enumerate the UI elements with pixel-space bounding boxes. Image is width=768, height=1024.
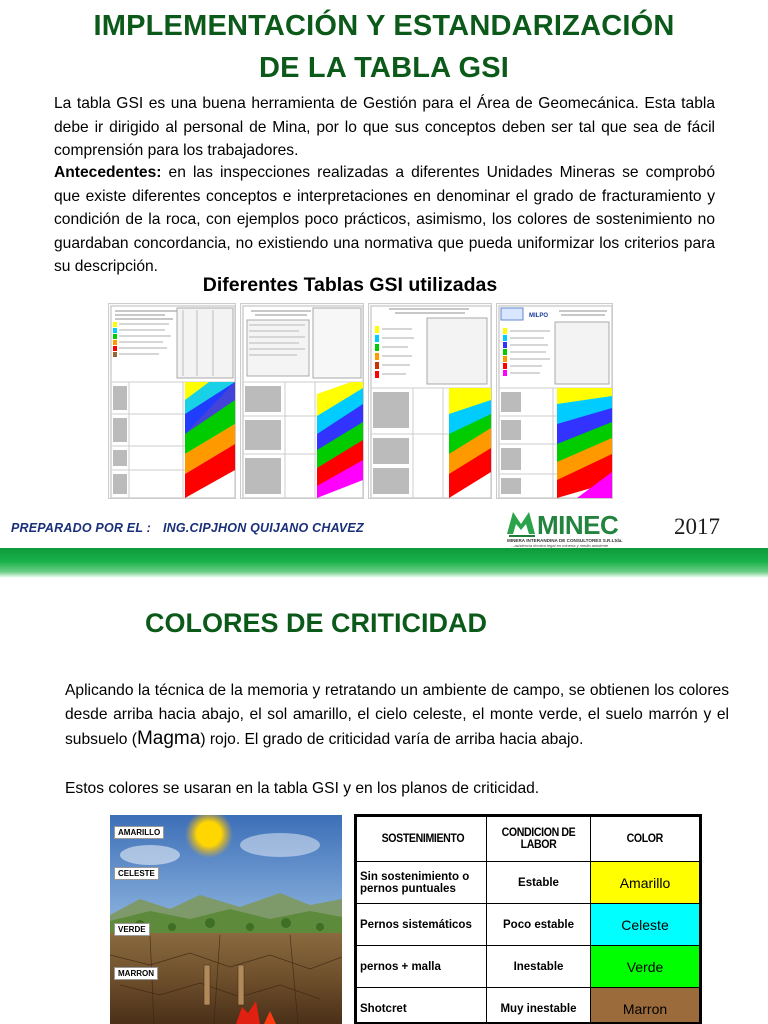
cell-support: Pernos sistemáticos bbox=[357, 904, 487, 946]
criticality-colors-title: COLORES DE CRITICIDAD bbox=[144, 608, 487, 638]
memory-technique-paragraph bbox=[65, 679, 729, 752]
logo-subtext: MINERA INTERANDINA DE CONSULTORES S.R.Ltda. bbox=[507, 538, 623, 543]
landscape-illustration bbox=[110, 815, 342, 1024]
label-celeste: CELESTE bbox=[114, 867, 159, 880]
minec-logo bbox=[505, 506, 645, 548]
cell-condition: Muy inestable bbox=[487, 988, 591, 1024]
table-header-row bbox=[357, 817, 700, 862]
gsi-thumbnail-1 bbox=[108, 303, 236, 499]
header-sostenimiento: SOSTENIMIENTO bbox=[357, 817, 487, 862]
gsi-thumbnail-2 bbox=[240, 303, 364, 499]
logo-tagline: ...asistencia técnica legal en minería y medio ambiente bbox=[511, 543, 609, 548]
header-condicion: CONDICION DE LABOR bbox=[487, 817, 591, 862]
gsi-table-thumbnails bbox=[108, 303, 613, 499]
antecedentes-paragraph bbox=[54, 161, 715, 279]
gsi-tables-subtitle: Diferentes Tablas GSI utilizadas bbox=[202, 274, 498, 296]
cell-support: Shotcret bbox=[357, 988, 487, 1024]
intro-paragraph: La tabla GSI es una buena herramienta de Gestión para el Área de Geomecánica. Esta tabla debe ir dirigido al personal de Mina, por lo que sus conceptos deben ser tal que sea de fácil comprensión para los trabajadores. bbox=[54, 95, 715, 159]
cell-condition: Poco estable bbox=[487, 904, 591, 946]
prepared-label: PREPARADO POR EL : bbox=[11, 521, 151, 535]
cell-condition: Estable bbox=[487, 862, 591, 904]
cell-support: Sin sostenimiento o pernos puntuales bbox=[357, 862, 487, 904]
cell-color-swatch: Marron bbox=[591, 988, 700, 1024]
gsi-thumbnail-3 bbox=[368, 303, 492, 499]
cell-color-swatch: Celeste bbox=[591, 904, 700, 946]
table-row bbox=[357, 988, 700, 1024]
label-verde: VERDE bbox=[114, 923, 150, 936]
cell-color-swatch: Amarillo bbox=[591, 862, 700, 904]
prepared-name: ING.CIPJHON QUIJANO CHAVEZ bbox=[162, 521, 364, 535]
year: 2017 bbox=[674, 514, 720, 539]
table-row bbox=[357, 946, 700, 988]
cell-color-swatch: Verde bbox=[591, 946, 700, 988]
logo-wordmark: MINEC bbox=[537, 510, 619, 540]
slide-title-line1: IMPLEMENTACIÓN Y ESTANDARIZACIÓN bbox=[93, 10, 675, 42]
cell-support: pernos + malla bbox=[357, 946, 487, 988]
prepared-by bbox=[11, 521, 364, 535]
gsi-thumbnail-4 bbox=[496, 303, 613, 499]
antecedentes-label: Antecedentes: bbox=[54, 164, 162, 181]
usage-paragraph: Estos colores se usaran en la tabla GSI y en los planos de criticidad. bbox=[65, 780, 540, 797]
label-amarillo: AMARILLO bbox=[114, 826, 164, 839]
support-color-table bbox=[354, 814, 702, 1024]
table-row bbox=[357, 904, 700, 946]
slide-title-line2: DE LA TABLA GSI bbox=[258, 52, 510, 84]
slide-divider-bar bbox=[0, 548, 768, 578]
magma-word: Magma bbox=[136, 728, 201, 749]
cell-condition: Inestable bbox=[487, 946, 591, 988]
table-row bbox=[357, 862, 700, 904]
antecedentes-text: en las inspecciones realizadas a diferentes Unidades Mineras se comprobó que existe diferentes conceptos e interpretaciones en denominar el grado de fracturamiento y condición de la roca, con ejemplos poco prácticos, asimismo, los colores de sostenimiento no guardaban concordancia, no existiendo una normativa que pueda uniformizar los criterios para su descripción. bbox=[54, 164, 715, 275]
paragraph-part-a: Aplicando la técnica de la memoria y retratando un ambiente de campo, se obtienen los colores desde arriba hacia abajo, el sol amarillo, el cielo celeste, el monte verde, el suelo marrón y el subsuelo ( bbox=[65, 682, 729, 748]
milpo-label: MILPO bbox=[529, 313, 548, 319]
paragraph-part-b: ) rojo. El grado de criticidad varía de arriba hacia abajo. bbox=[200, 731, 584, 748]
header-color: COLOR bbox=[591, 817, 700, 862]
label-marron: MARRON bbox=[114, 967, 158, 980]
